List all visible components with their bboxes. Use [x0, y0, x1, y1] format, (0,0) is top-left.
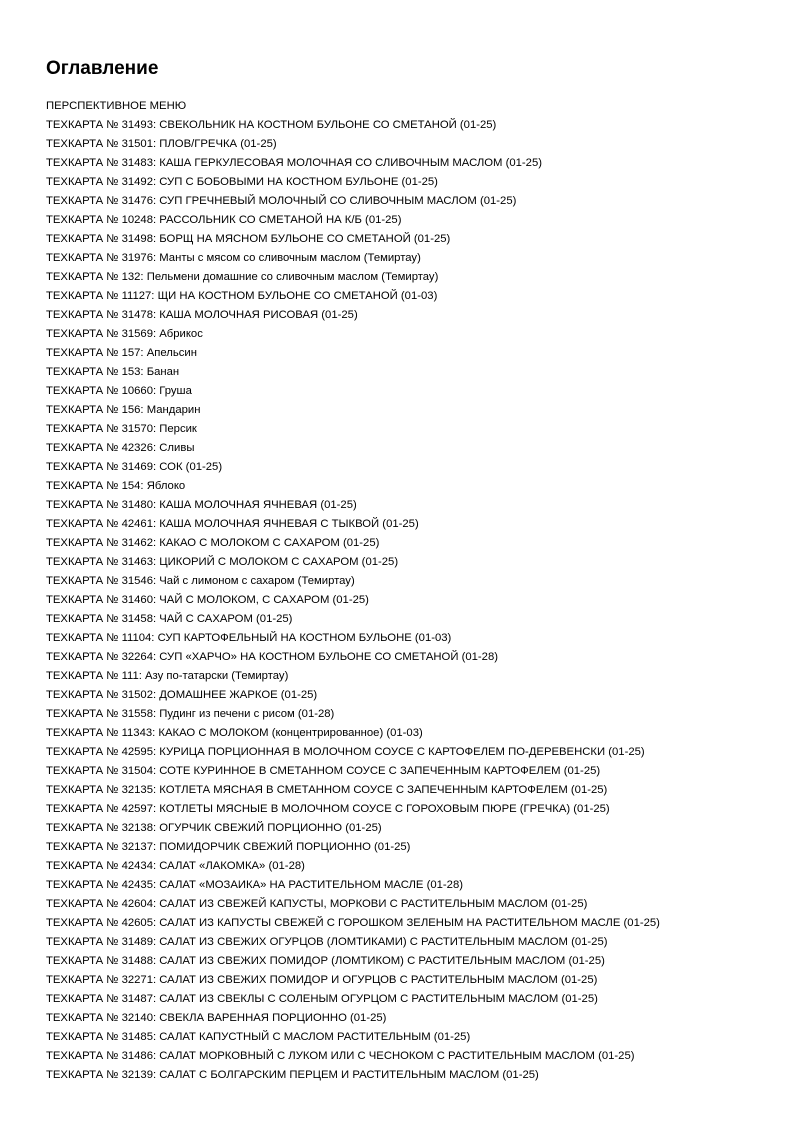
toc-entry[interactable]: ПЕРСПЕКТИВНОЕ МЕНЮ [46, 100, 187, 112]
toc-entry[interactable]: ТЕХКАРТА № 31570: Персик [46, 423, 197, 435]
toc-entry[interactable]: ТЕХКАРТА № 111: Азу по-татарски (Темиртау) [46, 670, 289, 682]
toc-entry[interactable]: ТЕХКАРТА № 42605: САЛАТ ИЗ КАПУСТЫ СВЕЖЕЙ С ГОРОШКОМ ЗЕЛЕНЫМ НА РАСТИТЕЛЬНОМ МАСЛЕ (01-25) [46, 917, 660, 929]
toc-entry[interactable]: ТЕХКАРТА № 42434: САЛАТ «ЛАКОМКА» (01-28) [46, 860, 305, 872]
toc-entry[interactable]: ТЕХКАРТА № 132: Пельмени домашние со сливочным маслом (Темиртау) [46, 271, 439, 283]
toc-entry[interactable]: ТЕХКАРТА № 31546: Чай с лимоном с сахаром (Темиртау) [46, 575, 355, 587]
toc-entry[interactable]: ТЕХКАРТА № 42435: САЛАТ «МОЗАИКА» НА РАСТИТЕЛЬНОМ МАСЛЕ (01-28) [46, 879, 463, 891]
toc-entry[interactable]: ТЕХКАРТА № 31476: СУП ГРЕЧНЕВЫЙ МОЛОЧНЫЙ СО СЛИВОЧНЫМ МАСЛОМ (01-25) [46, 195, 517, 207]
toc-entry[interactable]: ТЕХКАРТА № 31569: Абрикос [46, 328, 203, 340]
toc-entry[interactable]: ТЕХКАРТА № 42595: КУРИЦА ПОРЦИОННАЯ В МОЛОЧНОМ СОУСЕ С КАРТОФЕЛЕМ ПО-ДЕРЕВЕНСКИ (01-25) [46, 746, 645, 758]
toc-entry[interactable]: ТЕХКАРТА № 31492: СУП С БОБОВЫМИ НА КОСТНОМ БУЛЬОНЕ (01-25) [46, 176, 438, 188]
toc-entry[interactable]: ТЕХКАРТА № 31483: КАША ГЕРКУЛЕСОВАЯ МОЛОЧНАЯ СО СЛИВОЧНЫМ МАСЛОМ (01-25) [46, 157, 543, 169]
toc-entry[interactable]: ТЕХКАРТА № 32137: ПОМИДОРЧИК СВЕЖИЙ ПОРЦИОННО (01-25) [46, 841, 411, 853]
toc-entry[interactable]: ТЕХКАРТА № 10660: Груша [46, 385, 192, 397]
toc-entry[interactable]: ТЕХКАРТА № 31469: СОК (01-25) [46, 461, 223, 473]
toc-entry[interactable]: ТЕХКАРТА № 42461: КАША МОЛОЧНАЯ ЯЧНЕВАЯ С ТЫКВОЙ (01-25) [46, 518, 419, 530]
toc-entry[interactable]: ТЕХКАРТА № 31558: Пудинг из печени с рисом (01-28) [46, 708, 335, 720]
toc-entry[interactable]: ТЕХКАРТА № 31463: ЦИКОРИЙ С МОЛОКОМ С САХАРОМ (01-25) [46, 556, 399, 568]
toc-entry[interactable]: ТЕХКАРТА № 31487: САЛАТ ИЗ СВЕКЛЫ С СОЛЕНЫМ ОГУРЦОМ С РАСТИТЕЛЬНЫМ МАСЛОМ (01-25) [46, 993, 598, 1005]
toc-entry[interactable]: ТЕХКАРТА № 31976: Манты с мясом со сливочным маслом (Темиртау) [46, 252, 421, 264]
toc-entry[interactable]: ТЕХКАРТА № 31501: ПЛОВ/ГРЕЧКА (01-25) [46, 138, 277, 150]
toc-entry[interactable]: ТЕХКАРТА № 32138: ОГУРЧИК СВЕЖИЙ ПОРЦИОННО (01-25) [46, 822, 382, 834]
toc-entry[interactable]: ТЕХКАРТА № 31480: КАША МОЛОЧНАЯ ЯЧНЕВАЯ (01-25) [46, 499, 357, 511]
toc-entry[interactable]: ТЕХКАРТА № 11127: ЩИ НА КОСТНОМ БУЛЬОНЕ СО СМЕТАНОЙ (01-03) [46, 290, 438, 302]
toc-entry[interactable]: ТЕХКАРТА № 32271: САЛАТ ИЗ СВЕЖИХ ПОМИДОР И ОГУРЦОВ С РАСТИТЕЛЬНЫМ МАСЛОМ (01-25) [46, 974, 598, 986]
toc-entry[interactable]: ТЕХКАРТА № 32264: СУП «ХАРЧО» НА КОСТНОМ БУЛЬОНЕ СО СМЕТАНОЙ (01-28) [46, 651, 499, 663]
toc-entry[interactable]: ТЕХКАРТА № 31502: ДОМАШНЕЕ ЖАРКОЕ (01-25) [46, 689, 318, 701]
toc-entry[interactable]: ТЕХКАРТА № 31488: САЛАТ ИЗ СВЕЖИХ ПОМИДОР (ЛОМТИКОМ) С РАСТИТЕЛЬНЫМ МАСЛОМ (01-25) [46, 955, 605, 967]
toc-entry[interactable]: ТЕХКАРТА № 31486: САЛАТ МОРКОВНЫЙ С ЛУКОМ ИЛИ С ЧЕСНОКОМ С РАСТИТЕЛЬНЫМ МАСЛОМ (01-25) [46, 1050, 635, 1062]
toc-list [46, 97, 766, 1085]
toc-entry[interactable]: ТЕХКАРТА № 11104: СУП КАРТОФЕЛЬНЫЙ НА КОСТНОМ БУЛЬОНЕ (01-03) [46, 632, 452, 644]
toc-entry[interactable]: ТЕХКАРТА № 31504: СОТЕ КУРИННОЕ В СМЕТАННОМ СОУСЕ С ЗАПЕЧЕННЫМ КАРТОФЕЛЕМ (01-25) [46, 765, 601, 777]
toc-entry[interactable]: ТЕХКАРТА № 31458: ЧАЙ С САХАРОМ (01-25) [46, 613, 293, 625]
toc-entry[interactable]: ТЕХКАРТА № 31489: САЛАТ ИЗ СВЕЖИХ ОГУРЦОВ (ЛОМТИКАМИ) С РАСТИТЕЛЬНЫМ МАСЛОМ (01-25) [46, 936, 608, 948]
toc-entry[interactable]: ТЕХКАРТА № 156: Мандарин [46, 404, 201, 416]
toc-entry[interactable]: ТЕХКАРТА № 31462: КАКАО С МОЛОКОМ С САХАРОМ (01-25) [46, 537, 380, 549]
toc-entry[interactable]: ТЕХКАРТА № 153: Банан [46, 366, 180, 378]
toc-entry[interactable]: ТЕХКАРТА № 10248: РАССОЛЬНИК СО СМЕТАНОЙ НА К/Б (01-25) [46, 214, 402, 226]
toc-entry[interactable]: ТЕХКАРТА № 157: Апельсин [46, 347, 197, 359]
toc-entry[interactable]: ТЕХКАРТА № 31460: ЧАЙ С МОЛОКОМ, С САХАРОМ (01-25) [46, 594, 369, 606]
document-page [46, 57, 766, 1085]
toc-entry[interactable]: ТЕХКАРТА № 154: Яблоко [46, 480, 186, 492]
toc-entry[interactable]: ТЕХКАРТА № 32139: САЛАТ С БОЛГАРСКИМ ПЕРЦЕМ И РАСТИТЕЛЬНЫМ МАСЛОМ (01-25) [46, 1069, 539, 1081]
toc-entry[interactable]: ТЕХКАРТА № 42604: САЛАТ ИЗ СВЕЖЕЙ КАПУСТЫ, МОРКОВИ С РАСТИТЕЛЬНЫМ МАСЛОМ (01-25) [46, 898, 588, 910]
toc-entry[interactable]: ТЕХКАРТА № 32140: СВЕКЛА ВАРЕННАЯ ПОРЦИОННО (01-25) [46, 1012, 387, 1024]
toc-entry[interactable]: ТЕХКАРТА № 31485: САЛАТ КАПУСТНЫЙ С МАСЛОМ РАСТИТЕЛЬНЫМ (01-25) [46, 1031, 471, 1043]
toc-entry[interactable]: ТЕХКАРТА № 31493: СВЕКОЛЬНИК НА КОСТНОМ БУЛЬОНЕ СО СМЕТАНОЙ (01-25) [46, 119, 497, 131]
toc-entry[interactable]: ТЕХКАРТА № 42326: Сливы [46, 442, 195, 454]
toc-entry[interactable]: ТЕХКАРТА № 31478: КАША МОЛОЧНАЯ РИСОВАЯ (01-25) [46, 309, 358, 321]
toc-entry[interactable]: ТЕХКАРТА № 32135: КОТЛЕТА МЯСНАЯ В СМЕТАННОМ СОУСЕ С ЗАПЕЧЕННЫМ КАРТОФЕЛЕМ (01-25) [46, 784, 608, 796]
toc-entry[interactable]: ТЕХКАРТА № 42597: КОТЛЕТЫ МЯСНЫЕ В МОЛОЧНОМ СОУСЕ С ГОРОХОВЫМ ПЮРЕ (ГРЕЧКА) (01-25) [46, 803, 610, 815]
toc-entry[interactable]: ТЕХКАРТА № 11343: КАКАО С МОЛОКОМ (концентрированное) (01-03) [46, 727, 423, 739]
page-title: Оглавление [46, 58, 159, 79]
toc-entry[interactable]: ТЕХКАРТА № 31498: БОРЩ НА МЯСНОМ БУЛЬОНЕ СО СМЕТАНОЙ (01-25) [46, 233, 451, 245]
